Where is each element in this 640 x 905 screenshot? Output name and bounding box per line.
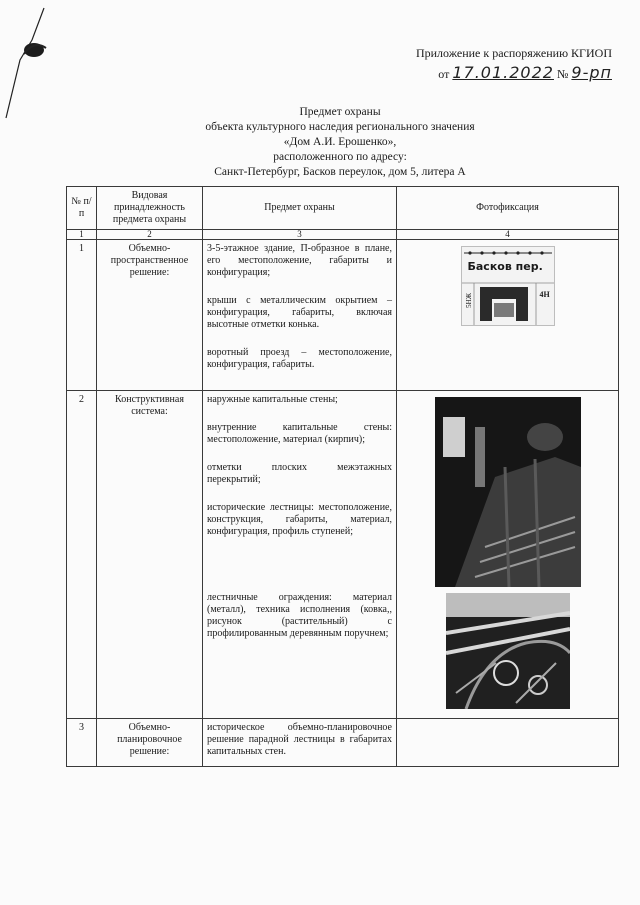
subject-item: историческое объемно-планировочное решение парадной лестницы в габаритах капитальных стен. [207,722,392,757]
table-row [67,240,619,391]
title-line-2: объекта культурного наследия регионального значения [205,121,475,133]
site-plan-drawing [462,247,554,325]
row-number: 1 [67,240,97,391]
header-type: Видовая принадлежность предмета охраны [97,187,203,230]
protection-subject-table [66,186,619,767]
row-photo [397,391,619,719]
railing-photo [446,593,570,709]
subject-item: наружные капитальные стены; [207,394,338,405]
plan-street-label: Басков пер. [467,260,543,273]
row-type: Объемно-пространственное решение: [97,240,203,391]
row-photo [397,240,619,391]
site-plan-image [461,246,555,326]
row-subject [203,719,397,767]
row-number: 2 [67,391,97,719]
header-subject: Предмет охраны [203,187,397,230]
column-number: 3 [203,230,397,240]
number-label: № [556,67,569,81]
order-number: 9-рп [571,63,612,82]
staircase-photo [435,397,581,587]
row-number: 3 [67,719,97,767]
row-subject [203,240,397,391]
from-label: от [438,67,450,81]
subject-item: лестничные ограждения: материал (металл), техника исполнения (ковка,, рисунок (растительный) с профилированным деревянным поручнем; [207,592,392,639]
subject-item: внутренние капитальные стены: местоположение, материал (кирпич); [207,422,392,445]
plan-side-label: 5НЖ [464,293,473,308]
subject-item: воротный проезд – местоположение, конфигурация, габариты. [207,347,392,370]
document-title [120,105,560,180]
table-row [67,719,619,767]
subject-item: исторические лестницы: местоположение, конструкция, габариты, материал, конфигурация, профиль ступеней; [207,502,392,537]
column-number: 4 [397,230,619,240]
row-type: Конструктивная система: [97,391,203,719]
column-number: 2 [97,230,203,240]
row-type: Объемно-планировочное решение: [97,719,203,767]
title-line-1: Предмет охраны [299,106,381,118]
subject-item: отметки плоских межэтажных перекрытий; [207,462,392,485]
title-line-3: «Дом А.И. Ерошенко», [283,136,397,148]
staircase-photo-drawing [435,397,581,587]
table-header-row [67,187,619,230]
subject-item: крыши с металлическим окрытием – конфигурация, габариты, включая высотные отметки конька. [207,295,392,330]
row-subject [203,391,397,719]
title-line-4: расположенного по адресу: [273,151,407,163]
order-date-line [352,63,612,82]
appendix-reference: Приложение к распоряжению КГИОП [415,46,612,60]
header-number: № п/п [67,187,97,230]
railing-photo-drawing [446,593,570,709]
order-date: 17.01.2022 [452,63,554,82]
corner-pen-mark [0,0,60,130]
table-row [67,391,619,719]
plan-right-label: 4Н [539,290,550,299]
subject-item: 3-5-этажное здание, П-образное в плане, его местоположение, габариты и конфигурация; [207,243,392,278]
column-number: 1 [67,230,97,240]
column-number-row [67,230,619,240]
header-photo: Фотофиксация [397,187,619,230]
title-line-5: Санкт-Петербург, Басков переулок, дом 5, литера А [214,166,466,178]
row-photo [397,719,619,767]
